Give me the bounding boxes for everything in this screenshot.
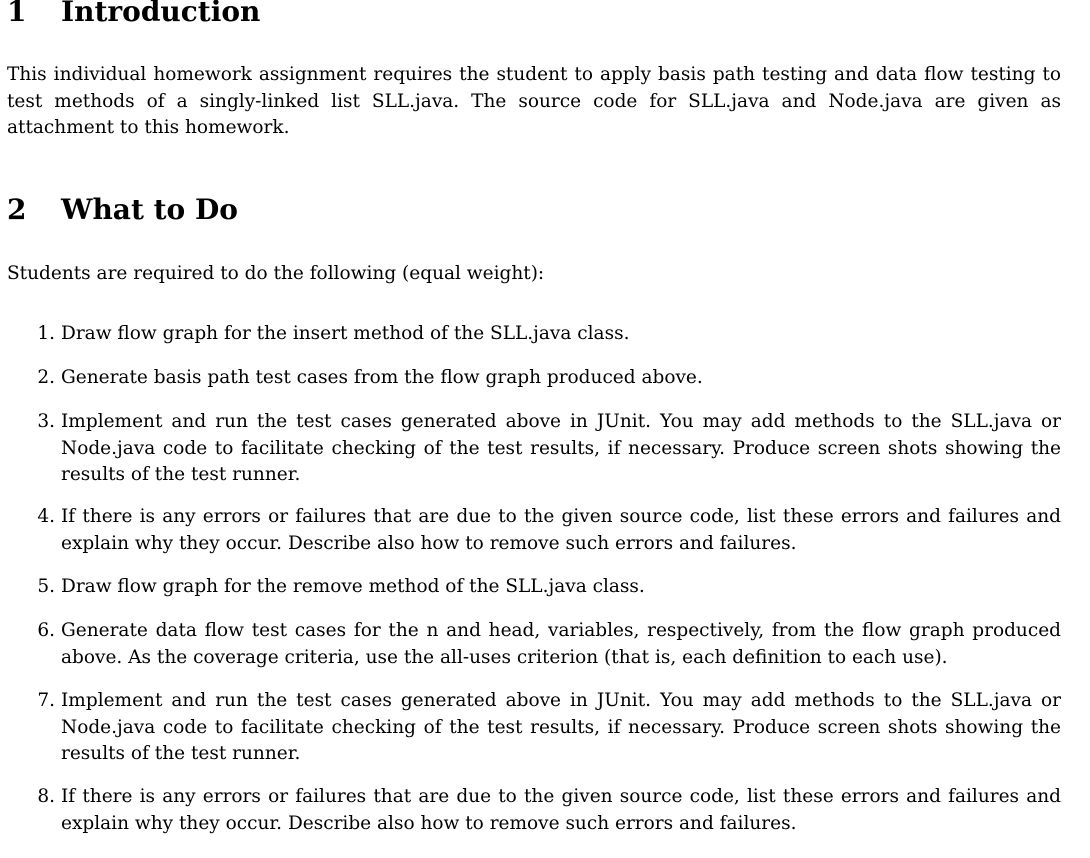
task-marker: 6. — [37, 620, 55, 641]
task-marker: 8. — [37, 786, 55, 807]
task-marker: 5. — [37, 576, 55, 597]
task-item-8 — [7, 784, 1061, 837]
section-2-heading — [7, 193, 238, 226]
task-item-1 — [7, 321, 1061, 348]
task-marker: 7. — [37, 690, 55, 711]
section-1-number: 1 — [7, 0, 27, 28]
section-2-number: 2 — [7, 193, 27, 226]
introduction-paragraph: This individual homework assignment requires the student to apply basis path testing and data flow testing to test methods of a singly-linked list SLL.java. The source code for SLL.java and Node.java are given as attachment to this homework. — [7, 64, 1061, 138]
task-text: Draw flow graph for the insert method of the SLL.java class. — [61, 323, 630, 344]
section-1-heading — [7, 0, 260, 26]
section-2-intro: Students are required to do the following (equal weight): — [7, 263, 545, 284]
task-item-2 — [7, 365, 1061, 392]
task-marker: 1. — [37, 323, 55, 344]
task-text: If there is any errors or failures that are due to the given source code, list these errors and failures and explain why they occur. Describe also how to remove such errors and failures. — [61, 506, 1061, 554]
task-item-6 — [7, 618, 1061, 671]
task-text: Implement and run the test cases generated above in JUnit. You may add methods to the SLL.java or Node.java code to facilitate checking of the test results, if necessary. Produce screen shots showing the results of the test runner. — [61, 690, 1061, 764]
section-1-title: Introduction — [61, 0, 261, 28]
task-item-4 — [7, 504, 1061, 557]
task-item-5 — [7, 574, 1061, 601]
task-marker: 2. — [37, 367, 55, 388]
task-text: Implement and run the test cases generated above in JUnit. You may add methods to the SLL.java or Node.java code to facilitate checking of the test results, if necessary. Produce screen shots showing the results of the test runner. — [61, 411, 1061, 485]
task-marker: 3. — [37, 411, 55, 432]
task-text: Generate data flow test cases for the n and head, variables, respectively, from the flow graph produced above. As the coverage criteria, use the all-uses criterion (that is, each definition to each use). — [61, 620, 1061, 668]
task-marker: 4. — [37, 506, 55, 527]
task-text: Draw flow graph for the remove method of the SLL.java class. — [61, 576, 645, 597]
task-text: Generate basis path test cases from the flow graph produced above. — [61, 367, 703, 388]
section-2-title: What to Do — [61, 193, 238, 226]
task-item-3 — [7, 409, 1061, 489]
task-item-7 — [7, 688, 1061, 768]
task-text: If there is any errors or failures that are due to the given source code, list these errors and failures and explain why they occur. Describe also how to remove such errors and failures. — [61, 786, 1061, 834]
